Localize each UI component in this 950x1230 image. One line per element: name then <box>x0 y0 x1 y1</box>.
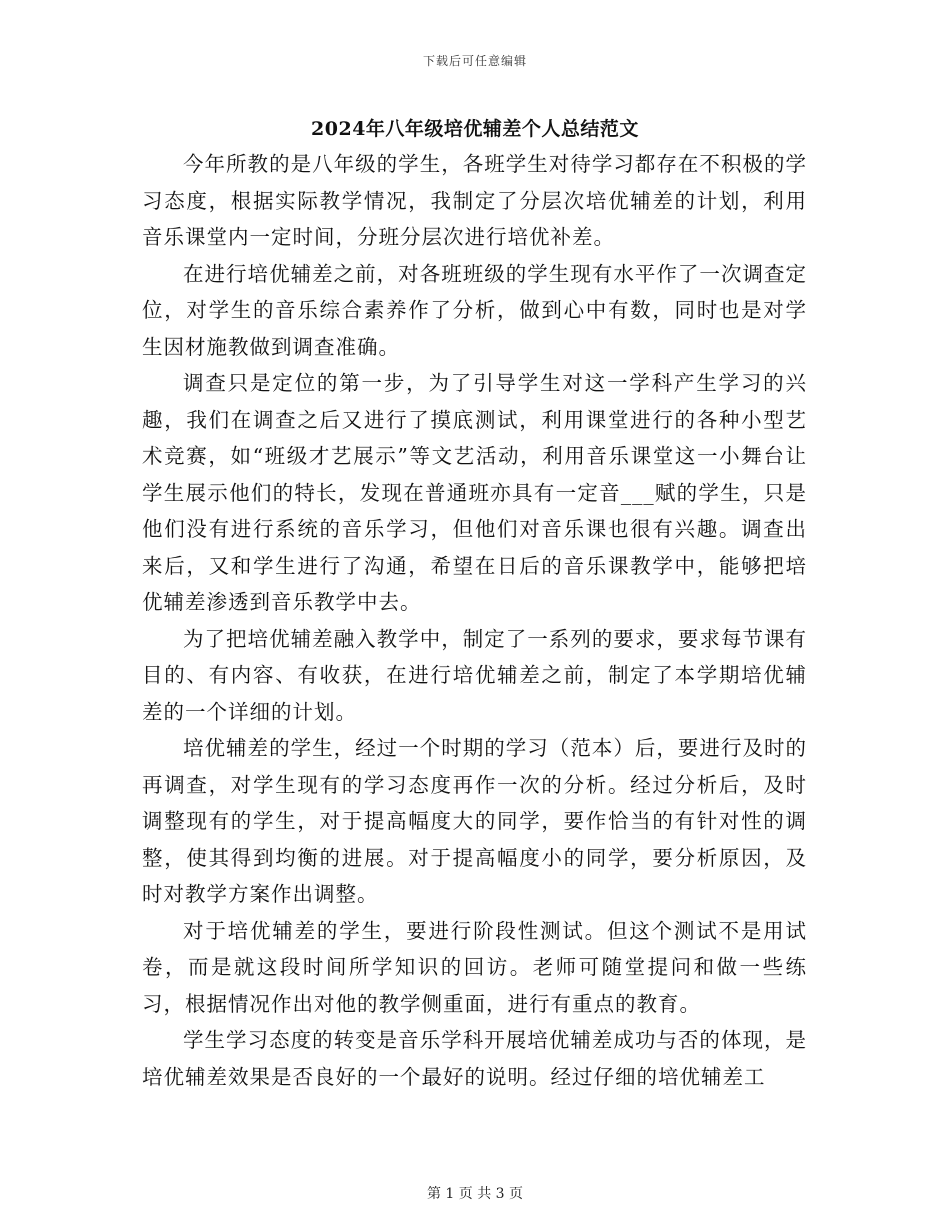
header-note: 下载后可任意编辑 <box>422 54 527 68</box>
page-number: 第 1 页 共 3 页 <box>426 1186 524 1202</box>
paragraph-6: 对于培优辅差的学生，要进行阶段性测试。但这个测试不是用试卷，而是就这段时间所学知识的回访。老师可随堂提问和做一些练习，根据情况作出对他的教学侧重面，进行有重点的教育。 <box>142 918 807 1016</box>
paragraph-4: 为了把培优辅差融入教学中，制定了一系列的要求，要求每节课有目的、有内容、有收获，在进行培优辅差之前，制定了本学期培优辅差的一个详细的计划。 <box>142 626 807 724</box>
document-title: 2024年八年级培优辅差个人总结范文 <box>311 118 639 140</box>
paragraph-1: 今年所教的是八年级的学生，各班学生对待学习都存在不积极的学习态度，根据实际教学情况，我制定了分层次培优辅差的计划，利用音乐课堂内一定时间，分班分层次进行培优补差。 <box>142 152 807 249</box>
paragraph-3: 调查只是定位的第一步，为了引导学生对这一学科产生学习的兴趣，我们在调查之后又进行了摸底测试，利用课堂进行的各种小型艺术竞赛，如“班级才艺展示”等文艺活动，利用音乐课堂这一小舞台让学生展示他们的特长，发现在普通班亦具有一定音___赋的学生，只是他们没有进行系统的音乐学习，但他们对音乐课也很有兴趣。调查出来后，又和学生进行了沟通，希望在日后的音乐课教学中，能够把培优辅差渗透到音乐教学中去。 <box>142 371 807 614</box>
document-body <box>142 146 807 1095</box>
paragraph-5: 培优辅差的学生，经过一个时期的学习（范本）后，要进行及时的再调查，对学生现有的学习态度再作一次的分析。经过分析后，及时调整现有的学生，对于提高幅度大的同学，要作恰当的有针对性的调整，使其得到均衡的进展。对于提高幅度小的同学，要分析原因，及时对教学方案作出调整。 <box>142 736 807 906</box>
paragraph-2: 在进行培优辅差之前，对各班班级的学生现有水平作了一次调查定位，对学生的音乐综合素养作了分析，做到心中有数，同时也是对学生因材施教做到调查准确。 <box>142 261 807 359</box>
paragraph-7: 学生学习态度的转变是音乐学科开展培优辅差成功与否的体现，是培优辅差效果是否良好的一个最好的说明。经过仔细的培优辅差工 <box>142 1028 807 1089</box>
